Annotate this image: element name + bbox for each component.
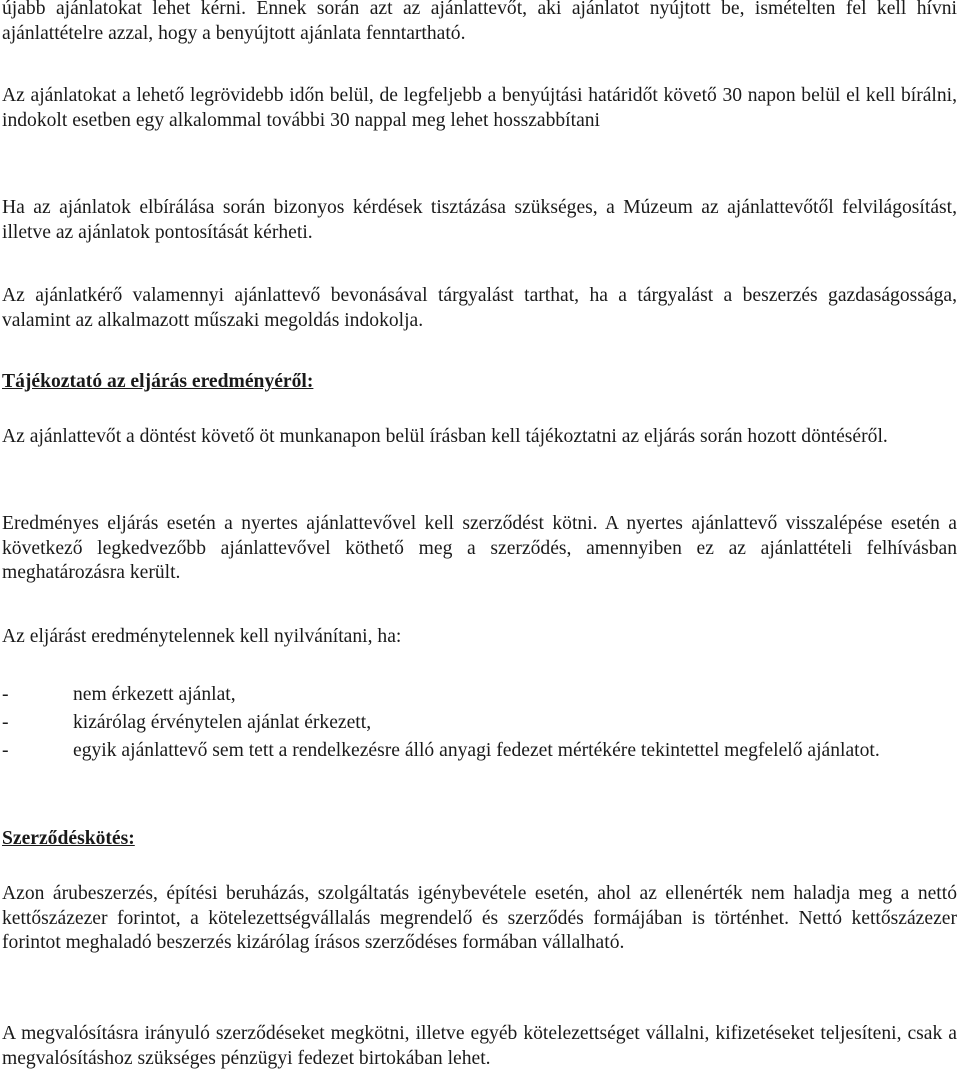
paragraph-financial-cover: A megvalósításra irányuló szerződéseket megkötni, illetve egyéb kötelezettséget vállalni, kifizetéseket teljesíteni, csak a megvalósításhoz szükséges pénzügyi fedezet birtokában lehet. xyxy=(2,1023,957,1069)
paragraph-negotiation: Az ajánlatkérő valamennyi ajánlattevő bevonásával tárgyalást tarthat, ha a tárgyalást a beszerzés gazdaságossága, valamint az alkalmazott műszaki megoldás indokolja. xyxy=(2,285,957,331)
list-item-text: egyik ajánlattevő sem tett a rendelkezésre álló anyagi fedezet mértékére tekintettel megfelelő ajánlatot. xyxy=(73,740,880,761)
list-bullet: - xyxy=(2,740,9,761)
list-bullet: - xyxy=(2,684,9,705)
paragraph-evaluation-deadline: Az ajánlatokat a lehető legrövidebb időn belül, de legfeljebb a benyújtási határidőt követő 30 napon belül el kell bírálni, indokolt esetben egy alkalommal további 30 nappal meg lehet hosszabbítani xyxy=(2,85,957,131)
heading-result-information: Tájékoztató az eljárás eredményéről: xyxy=(2,371,314,392)
list-bullet: - xyxy=(2,712,9,733)
paragraph-notification: Az ajánlattevőt a döntést követő öt munkanapon belül írásban kell tájékoztatni az eljárás során hozott döntéséről. xyxy=(2,426,888,447)
list-item-text: nem érkezett ajánlat, xyxy=(73,684,236,705)
heading-contracting: Szerződéskötés: xyxy=(2,828,135,849)
paragraph-clarification: Ha az ajánlatok elbírálása során bizonyos kérdések tisztázása szükséges, a Múzeum az ajánlattevőtől felvilágosítást, illetve az ajánlatok pontosítását kérheti. xyxy=(2,197,957,243)
paragraph-contract-forms: Azon árubeszerzés, építési beruházás, szolgáltatás igénybevétele esetén, ahol az ellenérték nem haladja meg a nettó kettőszázezer forintot, a kötelezettségvállalás megrendelő és szerződés formájában is történhet. Nettó kettőszázezer forintot meghaladó beszerzés kizárólag írásos szerződéses formában vállalható. xyxy=(2,883,957,953)
paragraph-successful-procedure: Eredményes eljárás esetén a nyertes ajánlattevővel kell szerződést kötni. A nyertes ajánlattevő visszalépése esetén a következő legkedvezőbb ajánlattevővel köthető meg a szerződés, amennyiben ez az ajánlattételi felhívásban meghatározásra került. xyxy=(2,513,957,583)
list-item-text: kizárólag érvénytelen ajánlat érkezett, xyxy=(73,712,372,733)
paragraph-new-offers: újabb ajánlatokat lehet kérni. Ennek során azt az ajánlattevőt, aki ajánlatot nyújtott be, ismételten fel kell hívni ajánlattételre azzal, hogy a benyújtott ajánlata fenntartható. xyxy=(2,0,957,44)
paragraph-unsuccessful-intro: Az eljárást eredménytelennek kell nyilvánítani, ha: xyxy=(2,626,402,647)
